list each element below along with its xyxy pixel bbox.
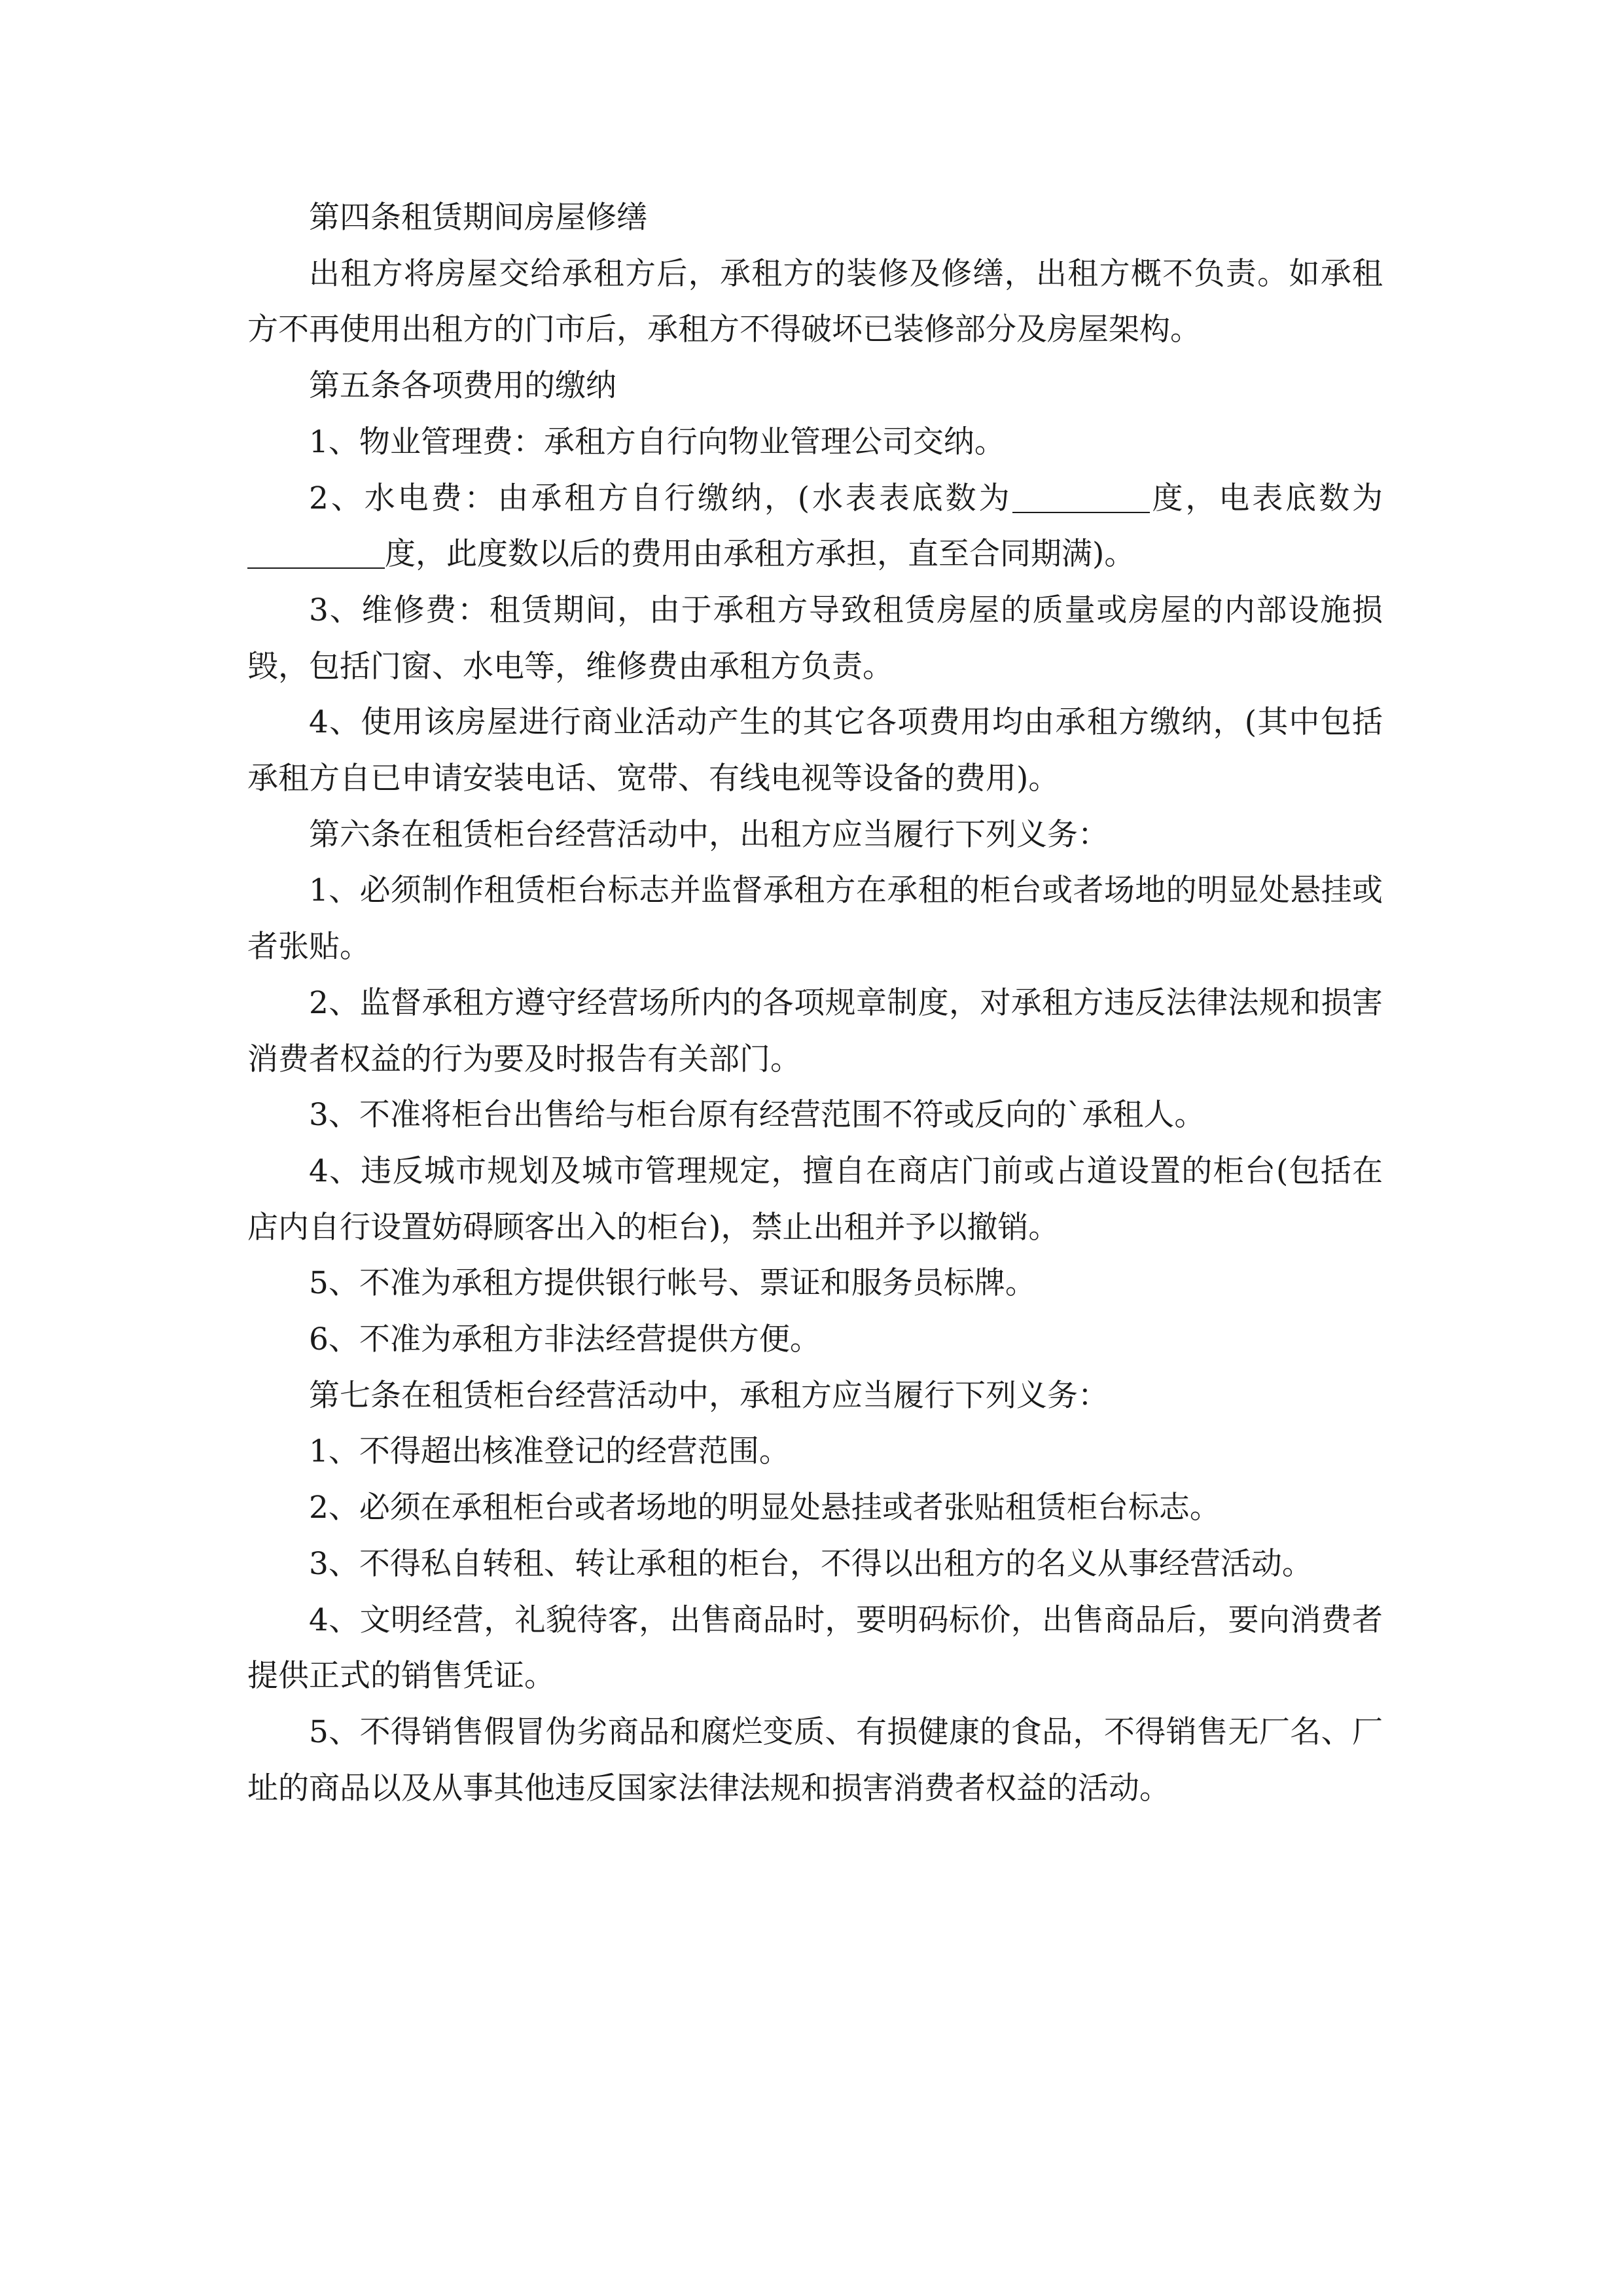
article-6-item-4: 4、违反城市规划及城市管理规定，擅自在商店门前或占道设置的柜台(包括在店内自行设置妨碍顾客出入的柜台)，禁止出租并予以撤销。 (247, 1153, 1383, 1246)
electric-meter-blank (247, 537, 385, 569)
article-6-item-6: 6、不准为承租方非法经营提供方便。 (309, 1321, 821, 1358)
article-4-heading: 第四条租赁期间房屋修缮 (309, 200, 647, 236)
article-6-item-3: 3、不准将柜台出售给与柜台原有经营范围不符或反向的`承租人。 (309, 1097, 1205, 1134)
article-6-heading: 第六条在租赁柜台经营活动中，出租方应当履行下列义务： (309, 816, 1109, 853)
water-meter-blank (1012, 481, 1150, 513)
article-5-item-2 (247, 471, 1383, 583)
document-body (247, 190, 1383, 1816)
article-7-heading: 第七条在租赁柜台经营活动中，承租方应当履行下列义务： (309, 1377, 1109, 1414)
article-5-item-1: 1、物业管理费：承租方自行向物业管理公司交纳。 (309, 423, 1005, 460)
water-electric-text-2: 度，电表底数为 (1149, 480, 1383, 516)
article-7-item-5: 5、不得销售假冒伪劣商品和腐烂变质、有损健康的食品，不得销售无厂名、厂址的商品以及从事其他违反国家法律法规和损害消费者权益的活动。 (247, 1713, 1383, 1806)
article-6-item-1: 1、必须制作租赁柜台标志并监督承租方在承租的柜台或者场地的明显处悬挂或者张贴。 (247, 872, 1383, 965)
article-7-item-4: 4、文明经营，礼貌待客，出售商品时，要明码标价，出售商品后，要向消费者提供正式的销售凭证。 (247, 1602, 1383, 1695)
water-electric-text-1: 2、水电费：由承租方自行缴纳，(水表表底数为 (309, 480, 1012, 516)
article-4-paragraph: 出租方将房屋交给承租方后，承租方的装修及修缮，出租方概不负责。如承租方不再使用出租方的门市后，承租方不得破坏已装修部分及房屋架构。 (247, 255, 1383, 348)
article-7-item-3: 3、不得私自转租、转让承租的柜台，不得以出租方的名义从事经营活动。 (309, 1545, 1313, 1582)
article-7-item-2: 2、必须在承租柜台或者场地的明显处悬挂或者张贴租赁柜台标志。 (309, 1490, 1221, 1526)
article-7-item-1: 1、不得超出核准登记的经营范围。 (309, 1433, 790, 1470)
article-5-item-4: 4、使用该房屋进行商业活动产生的其它各项费用均由承租方缴纳，(其中包括承租方自已申请安装电话、宽带、有线电视等设备的费用)。 (247, 704, 1383, 797)
water-electric-text-3: 度，此度数以后的费用由承租方承担，直至合同期满)。 (385, 536, 1135, 573)
article-5-item-3: 3、维修费：租赁期间，由于承租方导致租赁房屋的质量或房屋的内部设施损毁，包括门窗、水电等，维修费由承租方负责。 (247, 592, 1383, 685)
article-5-heading: 第五条各项费用的缴纳 (309, 368, 616, 404)
article-6-item-5: 5、不准为承租方提供银行帐号、票证和服务员标牌。 (309, 1265, 1036, 1302)
article-6-item-2: 2、监督承租方遵守经营场所内的各项规章制度，对承租方违反法律法规和损害消费者权益的行为要及时报告有关部门。 (247, 984, 1383, 1077)
